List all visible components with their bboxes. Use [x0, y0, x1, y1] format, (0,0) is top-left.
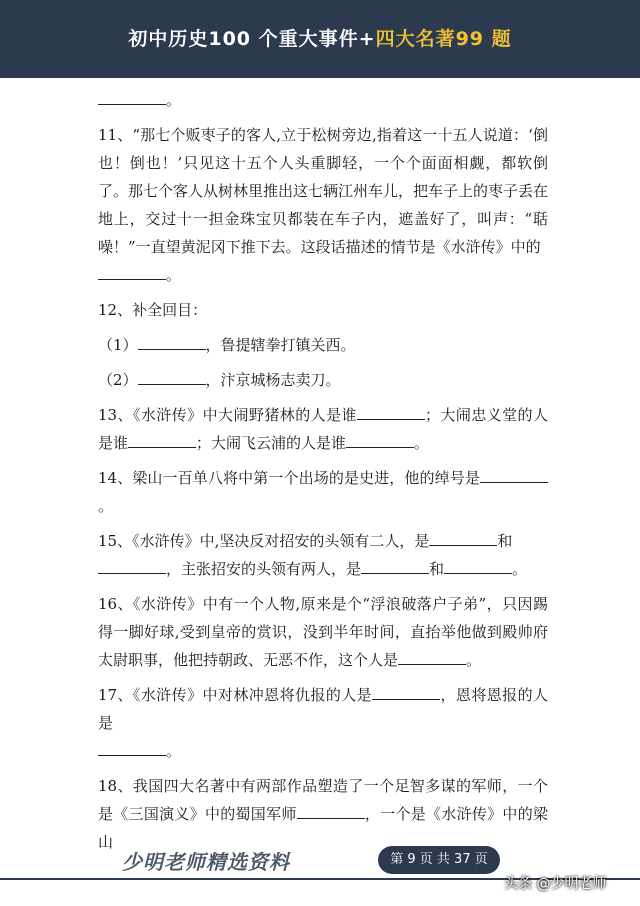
answer-blank — [98, 264, 166, 280]
question-10-tail: 。 — [98, 86, 548, 114]
answer-blank — [128, 432, 196, 448]
page-title — [0, 24, 640, 51]
answer-blank — [98, 558, 166, 574]
answer-blank — [357, 404, 425, 420]
question-12-item-1: （1） ，鲁提辖拳打镇关西。 — [98, 336, 356, 354]
question-12: 12、补全回目： — [98, 301, 208, 319]
question-15: 15、《水浒传》中,坚决反对招安的头领有二人，是 和 ，主张招安的头领有两人，是 和 。 — [98, 532, 528, 578]
answer-blank — [398, 649, 466, 665]
answer-blank — [361, 558, 429, 574]
answer-blank — [98, 89, 166, 105]
answer-blank — [480, 467, 548, 483]
document-body — [98, 86, 548, 863]
title-highlight: 四大名著99 题 — [375, 28, 512, 50]
question-12-item-2: （2） ，汴京城杨志卖刀。 — [98, 371, 341, 389]
question-17: 17、《水浒传》中对林冲恩将仇报的人是 ，恩将恩报的人是 。 — [98, 686, 548, 760]
answer-blank — [138, 369, 206, 385]
question-18: 18、我国四大名著中有两部作品塑造了一个足智多谋的军师，一个是《三国演义》中的蜀国军师 ，一个是《水浒传》中的梁山 — [98, 777, 548, 851]
question-13: 13、《水浒传》中大闹野猪林的人是谁 ；大闹忠义堂的人是谁 ；大闹飞云浦的人是谁 。 — [98, 406, 548, 452]
answer-blank — [98, 740, 166, 756]
question-14: 14、梁山一百单八将中第一个出场的是史进，他的绰号是。 — [98, 464, 548, 520]
page-indicator: 第 9 页 共 37 页 — [378, 846, 500, 874]
question-16: 16、《水浒传》中有一个人物,原来是个“浮浪破落户子弟”，只因踢得一脚好球,受到皇帝的赏识，没到半年时间，直抬举他做到殿帅府太尉职事，他把持朝政、无恶不作，这个人是 。 — [98, 595, 548, 669]
answer-blank — [138, 334, 206, 350]
answer-blank — [444, 558, 512, 574]
footer-brand: 少明老师精选资料 — [122, 850, 290, 874]
answer-blank — [372, 684, 440, 700]
answer-blank — [346, 432, 414, 448]
header-bar — [0, 0, 640, 78]
answer-blank — [297, 803, 365, 819]
answer-blank — [429, 530, 497, 546]
watermark: 头条 @少明老师 — [504, 876, 607, 892]
question-11: 11、“那七个贩枣子的客人,立于松树旁边,指着这一十五人说道：‘倒也！倒也！’只见这十五个人头重脚轻，一个个面面相觑，都软倒了。那七个客人从树林里推出这七辆江州车儿，把车子上的枣子丢在地上，交过十一担金珠宝贝都装在车子内，遮盖好了，叫声：“聒噪！”一直望黄泥冈下推下去。这段话描述的情节是《水浒传》中的 。 — [98, 126, 549, 284]
title-main: 初中历史100 个重大事件+ — [128, 28, 376, 50]
